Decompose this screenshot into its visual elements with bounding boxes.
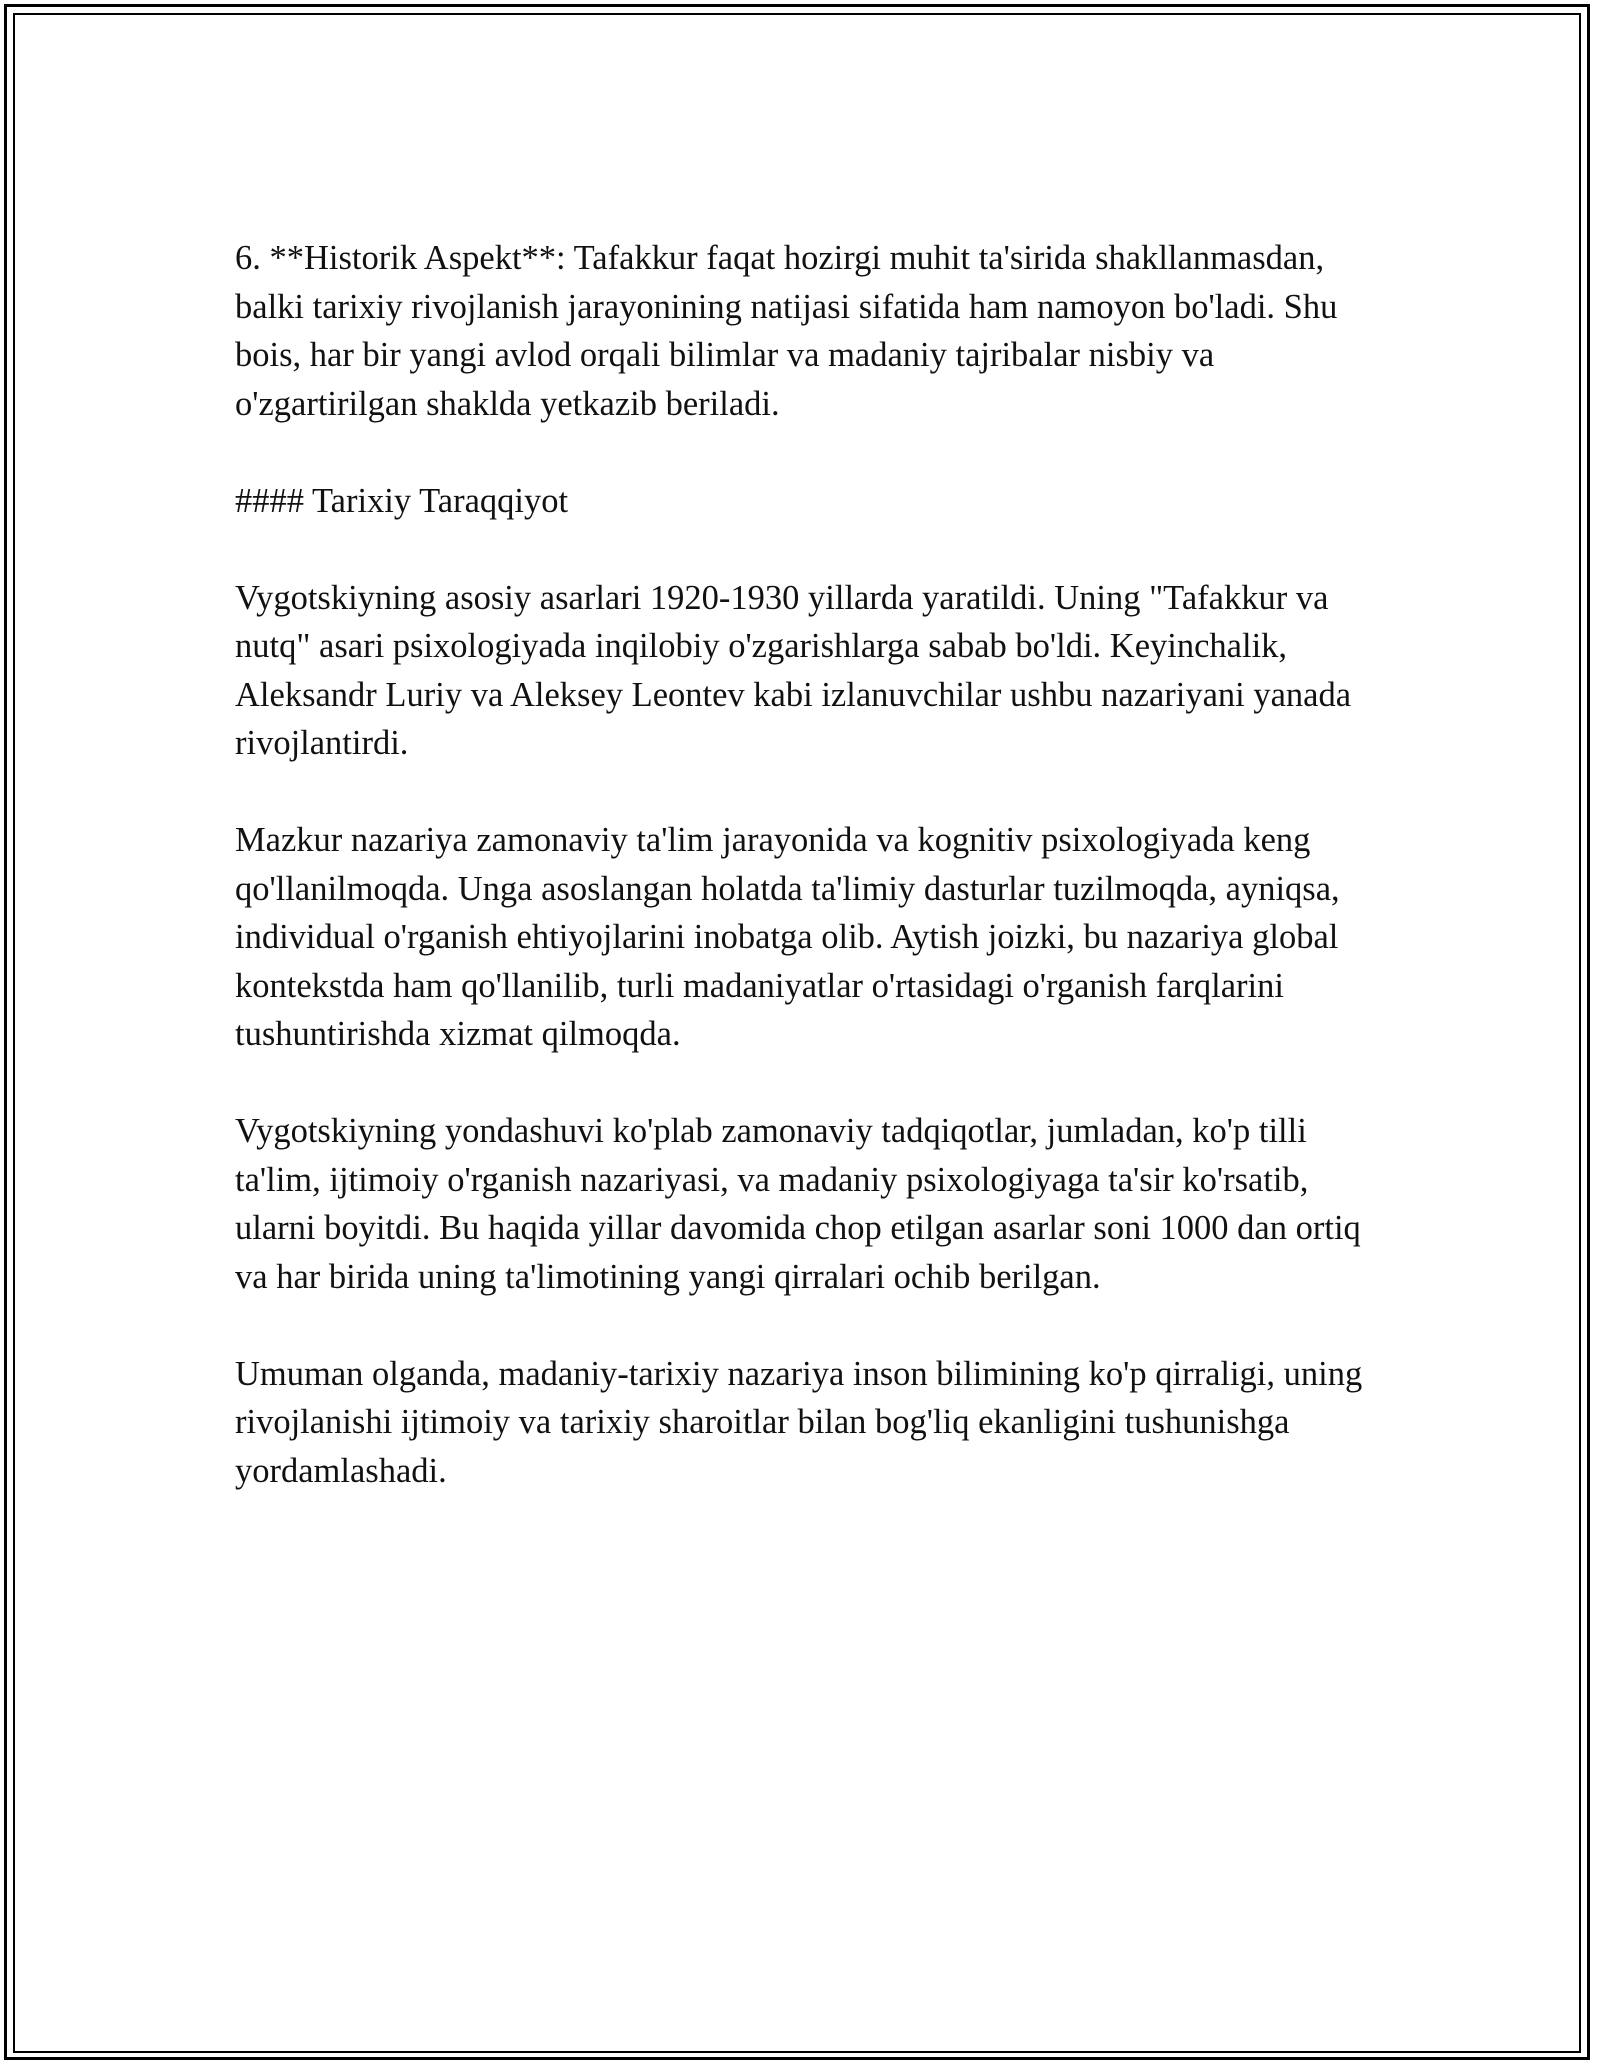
paragraph-xulosa: Umuman olganda, madaniy-tarixiy nazariya inson bilimining ko'p qirraligi, uning rivojlanishi ijtimoiy va tarixiy sharoitlar bilan bog'liq ekanligini tushunishga yordamlashadi. (235, 1354, 1363, 1490)
paragraph-historik-aspekt: 6. **Historik Aspekt**: Tafakkur faqat hozirgi muhit ta'sirida shakllanmasdan, balki tarixiy rivojlanish jarayonining natijasi sifatida ham namoyon bo'ladi. Shu bois, har bir yangi avlod orqali bilimlar va madaniy tajribalar nisbiy va o'zgartirilgan shaklda yetkazib beriladi. (235, 239, 1338, 423)
paragraph-yondashuv: Vygotskiyning yondashuvi ko'plab zamonaviy tadqiqotlar, jumladan, ko'p tilli ta'lim, ijtimoiy o'rganish nazariyasi, va madaniy psixologiyaga ta'sir ko'rsatib, ularni boyitdi. Bu haqida yillar davomida chop etilgan asarlar soni 1000 dan ortiq va har birida uning ta'limotining yangi qirralari ochib berilgan. (235, 1112, 1361, 1296)
paragraph-vygotskiy-asarlari: Vygotskiyning asosiy asarlari 1920-1930 yillarda yaratildi. Uning "Tafakkur va nutq" asari psixologiyada inqilobiy o'zgarishlarga sabab bo'ldi. Keyinchalik, Aleksandr Luriy va Aleksey Leontev kabi izlanuvchilar ushbu nazariyani yanada rivojlantirdi. (235, 578, 1352, 762)
paragraph-zamonaviy-talim: Mazkur nazariya zamonaviy ta'lim jarayonida va kognitiv psixologiyada keng qo'llanilmoqda. Unga asoslangan holatda ta'limiy dasturlar tuzilmoqda, ayniqsa, individual o'rganish ehtiyojlarini inobatga olib. Aytish joizki, bu nazariya global kontekstda ham qo'llanilib, turli madaniyatlar o'rtasidagi o'rganish farqlarini tushuntirishda xizmat qilmoqda. (235, 821, 1340, 1053)
section-heading: #### Tarixiy Taraqqiyot (235, 481, 569, 520)
document-body (235, 234, 1375, 1495)
